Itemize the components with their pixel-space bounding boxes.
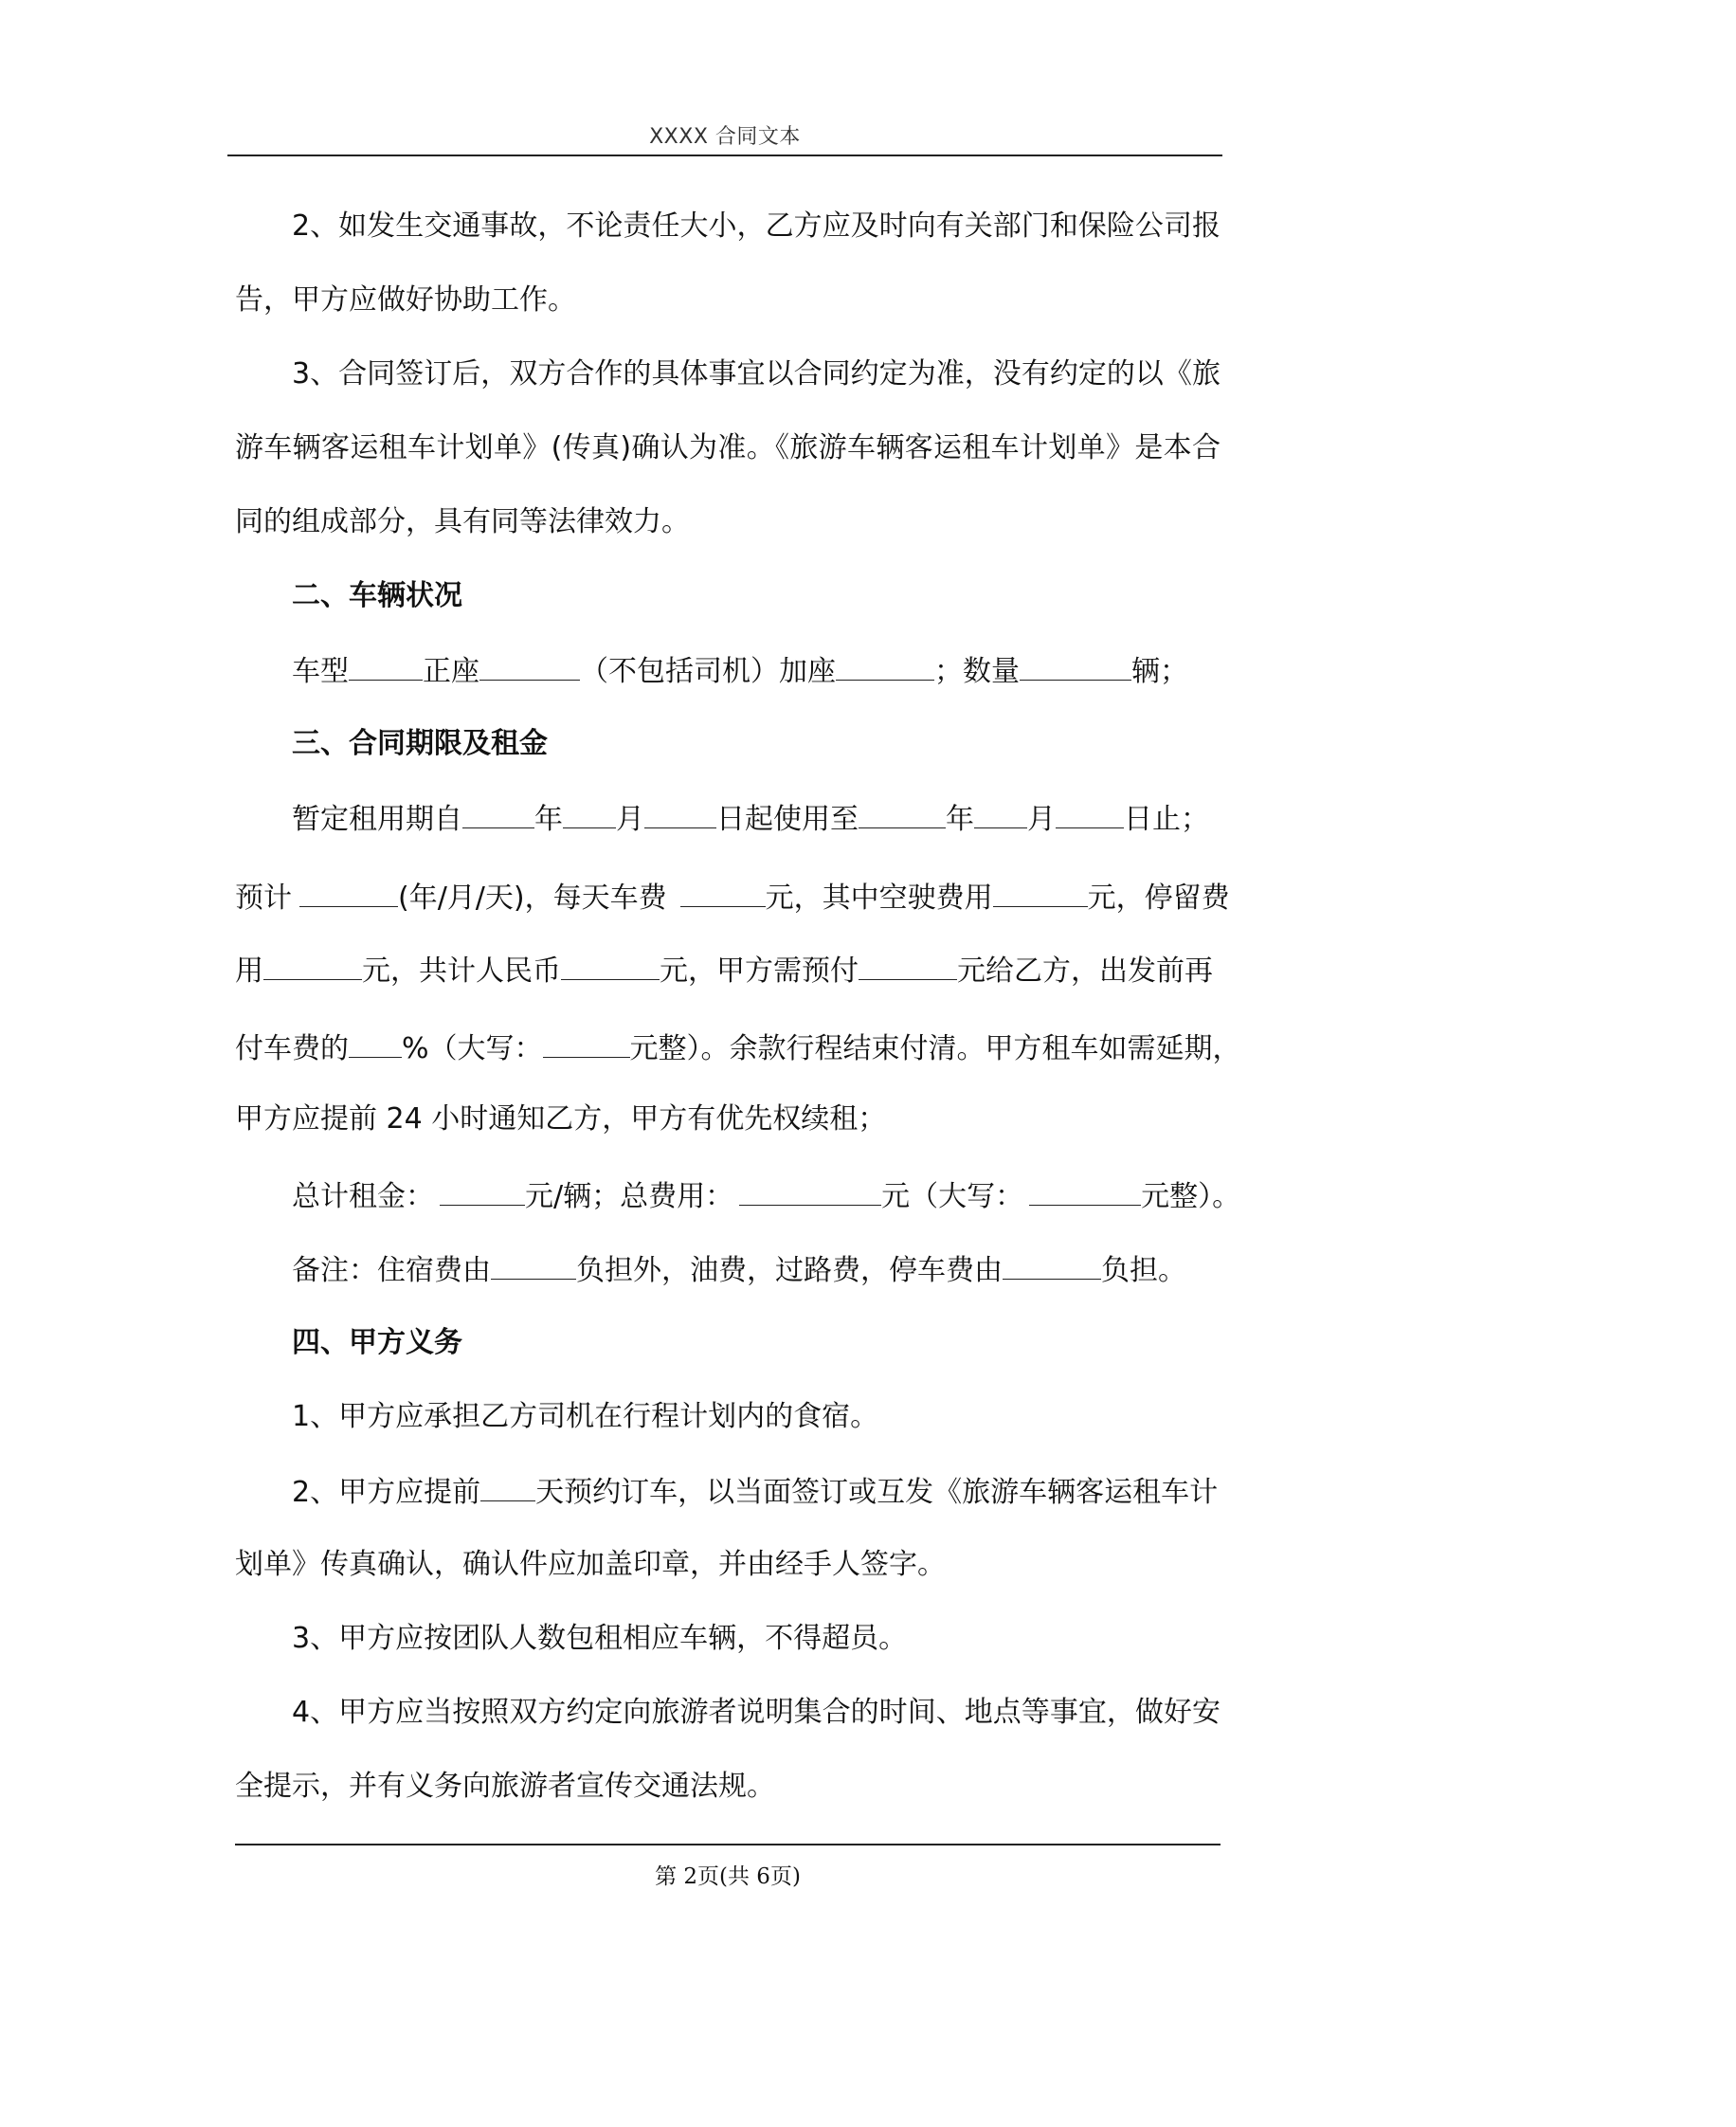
section-heading-vehicle: 二、车辆状况 <box>292 579 462 612</box>
obligation-2-line-2: 划单》传真确认，确认件应加盖印章，并由经手人签字。 <box>235 1548 946 1581</box>
fee-line-4: 甲方应提前 24 小时通知乙方，甲方有优先权续租； <box>235 1102 887 1136</box>
vehicle-line <box>235 651 1221 691</box>
vehicle-type-blank <box>349 651 423 681</box>
stay-fee-blank <box>263 951 362 980</box>
month-label: 月 <box>1027 803 1056 836</box>
header-title: XXXX 合同文本 <box>649 125 801 149</box>
section-heading-term-rent: 三、合同期限及租金 <box>292 727 548 760</box>
quantity-blank <box>1020 651 1131 681</box>
daily-fee-label: (年/月/天)，每天车费 <box>398 882 667 915</box>
end-month-blank <box>974 799 1027 828</box>
fee-line-3 <box>235 1028 1241 1068</box>
obligation-1: 1、甲方应承担乙方司机在行程计划内的食宿。 <box>292 1400 879 1433</box>
balance-label: 元整）。余款行程结束付清。甲方租车如需延期， <box>629 1032 1241 1065</box>
uppercase-amount-blank <box>543 1028 630 1058</box>
obligation-2-line-1 <box>235 1472 1221 1512</box>
vehicle-fee-percent-label: 付车费的 <box>235 1032 349 1065</box>
total-rmb-label: 元，共计人民币 <box>362 954 561 988</box>
prepay-blank <box>859 951 957 980</box>
paragraph-accident-line-2: 告，甲方应做好协助工作。 <box>235 283 576 317</box>
obligation-4-line-2: 全提示，并有义务向旅游者宣传交通法规。 <box>235 1770 775 1803</box>
parking-fee-label: 元，停留费 <box>1087 882 1230 915</box>
paragraph-contract-line-3: 同的组成部分，具有同等法律效力。 <box>235 505 690 538</box>
total-cost-label: 元/辆；总费用： <box>525 1180 734 1213</box>
percent-blank <box>349 1028 402 1058</box>
daily-fee-blank <box>680 878 766 907</box>
estimate-blank <box>299 878 398 907</box>
extra-seats-blank <box>836 651 934 681</box>
fee-label: 用 <box>235 954 263 988</box>
empty-run-blank <box>993 878 1088 907</box>
obligation-3: 3、甲方应按团队人数包租相应车辆，不得超员。 <box>292 1622 908 1655</box>
empty-run-label: 元，其中空驶费用 <box>765 882 993 915</box>
quantity-label: ；数量 <box>934 655 1020 688</box>
total-line <box>235 1176 1241 1216</box>
period-start-label: 暂定租用期自 <box>292 803 462 836</box>
period-end-label: 日起使用至 <box>716 803 859 836</box>
booking-method-label: 天预约订车，以当面签订或互发《旅游车辆客运租车计 <box>535 1476 1219 1509</box>
rental-period-line <box>235 799 1221 839</box>
total-rmb-blank <box>561 951 660 980</box>
fuel-toll-parking-payer-blank <box>1003 1250 1101 1280</box>
paragraph-contract-line-2: 游车辆客运租车计划单》(传真)确认为准。《旅游车辆客运租车计划单》是本合 <box>235 431 1221 464</box>
start-month-blank <box>563 799 616 828</box>
prepay-label: 元，甲方需预付 <box>660 954 859 988</box>
month-label: 月 <box>616 803 644 836</box>
estimate-label: 预计 <box>235 882 292 915</box>
pay-before-departure-label: 元给乙方，出发前再 <box>957 954 1213 988</box>
end-day-blank <box>1056 799 1124 828</box>
total-cost-blank <box>739 1176 881 1206</box>
vehicle-type-label: 车型 <box>292 655 349 688</box>
start-year-blank <box>462 799 534 828</box>
year-label: 年 <box>534 803 563 836</box>
footer-divider <box>235 1844 1221 1845</box>
uppercase-total-blank <box>1029 1176 1141 1206</box>
paragraph-contract-line-1: 3、合同签订后，双方合作的具体事宜以合同约定为准，没有约定的以《旅 <box>292 357 1221 391</box>
paragraph-accident-line-1: 2、如发生交通事故，不论责任大小，乙方应及时向有关部门和保险公司报 <box>292 209 1221 243</box>
burden-label: 负担。 <box>1101 1254 1186 1287</box>
regular-seats-label: 正座 <box>423 655 479 688</box>
accommodation-payer-blank <box>491 1250 576 1280</box>
total-rent-blank <box>440 1176 525 1206</box>
section-heading-party-a-obligations: 四、甲方义务 <box>292 1326 462 1359</box>
fee-line-1 <box>235 878 1230 918</box>
regular-seats-blank <box>479 651 580 681</box>
total-rent-label: 总计租金： <box>292 1180 434 1213</box>
day-end-label: 日止； <box>1124 803 1209 836</box>
fee-line-2 <box>235 951 1221 991</box>
yuan-whole-label: 元整）。 <box>1141 1180 1241 1213</box>
uppercase-label: 元（大写： <box>881 1180 1024 1213</box>
note-line <box>235 1250 1221 1290</box>
fuel-toll-parking-label: 负担外，油费，过路费，停车费由 <box>576 1254 1003 1287</box>
end-year-blank <box>859 799 946 828</box>
accommodation-label: 备注：住宿费由 <box>292 1254 491 1287</box>
extra-seats-label: （不包括司机）加座 <box>580 655 836 688</box>
page-number: 第 2页(共 6页) <box>655 1864 801 1889</box>
obligation-4-line-1: 4、甲方应当按照双方约定向旅游者说明集合的时间、地点等事宜，做好安 <box>292 1696 1221 1729</box>
header-divider <box>227 155 1222 156</box>
advance-days-blank <box>480 1472 535 1501</box>
uppercase-label: %（大写： <box>402 1032 543 1065</box>
advance-booking-label: 2、甲方应提前 <box>292 1476 481 1509</box>
start-day-blank <box>644 799 716 828</box>
unit-label: 辆； <box>1131 655 1188 688</box>
year-label: 年 <box>946 803 974 836</box>
